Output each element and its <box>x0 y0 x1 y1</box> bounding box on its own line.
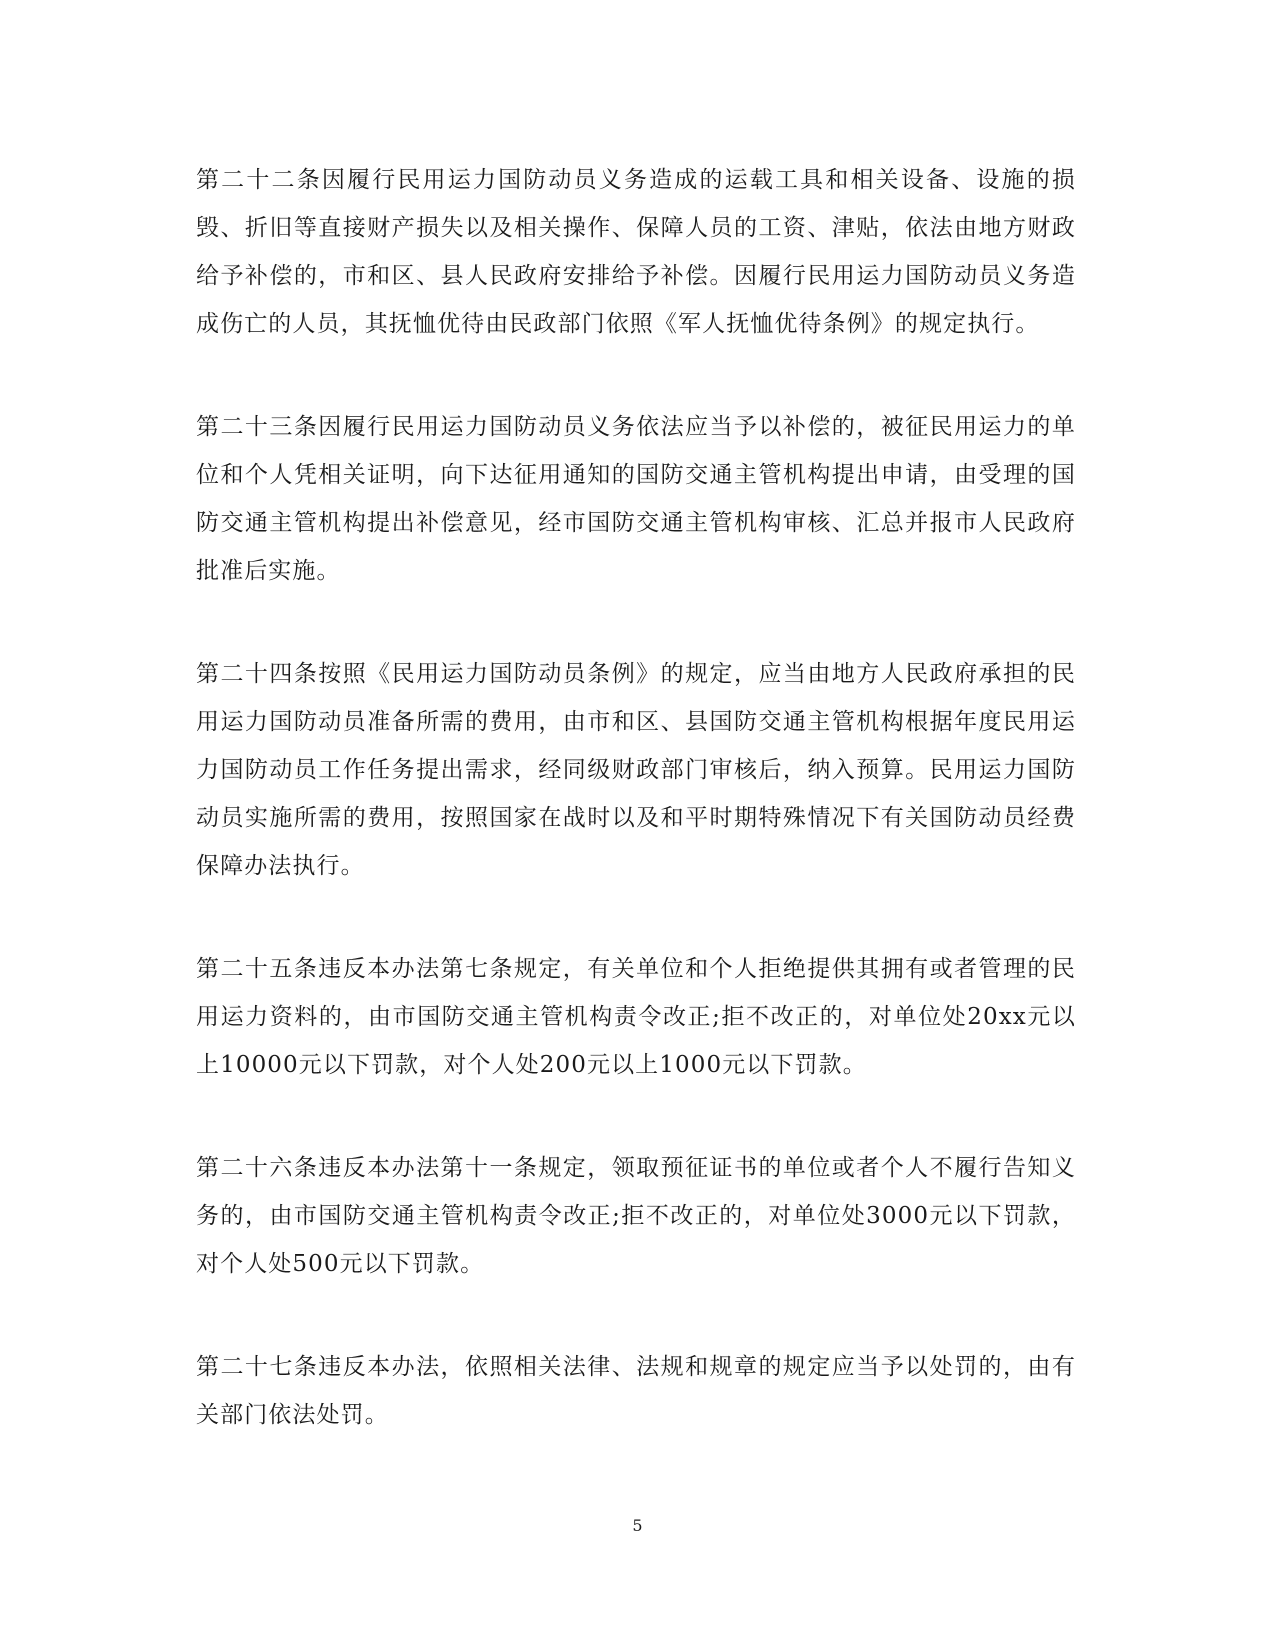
article-22-paragraph: 第二十二条因履行民用运力国防动员义务造成的运载工具和相关设备、设施的损毁、折旧等直接财产损失以及相关操作、保障人员的工资、津贴，依法由地方财政给予补偿的，市和区、县人民政府安排给予补偿。因履行民用运力国防动员义务造成伤亡的人员，其抚恤优待由民政部门依照《军人抚恤优待条例》的规定执行。 <box>196 167 1076 337</box>
article-23-paragraph: 第二十三条因履行民用运力国防动员义务依法应当予以补偿的，被征民用运力的单位和个人凭相关证明，向下达征用通知的国防交通主管机构提出申请，由受理的国防交通主管机构提出补偿意见，经市国防交通主管机构审核、汇总并报市人民政府批准后实施。 <box>196 414 1076 584</box>
article-24-paragraph: 第二十四条按照《民用运力国防动员条例》的规定，应当由地方人民政府承担的民用运力国防动员准备所需的费用，由市和区、县国防交通主管机构根据年度民用运力国防动员工作任务提出需求，经同级财政部门审核后，纳入预算。民用运力国防动员实施所需的费用，按照国家在战时以及和平时期特殊情况下有关国防动员经费保障办法执行。 <box>196 661 1076 879</box>
document-body <box>196 156 1076 1494</box>
article-27-paragraph: 第二十七条违反本办法，依照相关法律、法规和规章的规定应当予以处罚的，由有关部门依法处罚。 <box>196 1354 1076 1428</box>
article-25-paragraph: 第二十五条违反本办法第七条规定，有关单位和个人拒绝提供其拥有或者管理的民用运力资料的，由市国防交通主管机构责令改正;拒不改正的，对单位处20xx元以上10000元以下罚款，对个人处200元以上1000元以下罚款。 <box>196 956 1076 1078</box>
article-26-paragraph: 第二十六条违反本办法第十一条规定，领取预征证书的单位或者个人不履行告知义务的，由市国防交通主管机构责令改正;拒不改正的，对单位处3000元以下罚款，对个人处500元以下罚款。 <box>196 1155 1076 1277</box>
page-number: 5 <box>632 1516 643 1535</box>
